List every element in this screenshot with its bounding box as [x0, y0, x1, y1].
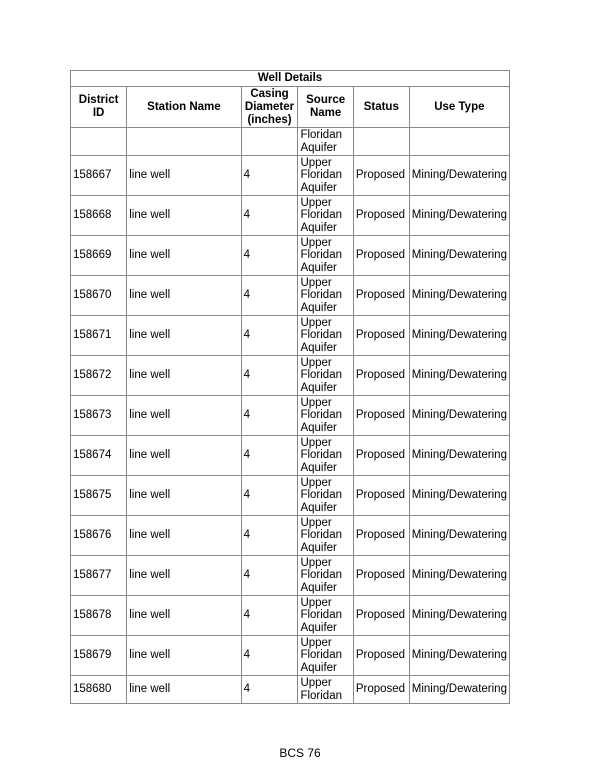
cell-station-name: line well [127, 396, 241, 436]
cell-status: Proposed [353, 356, 409, 396]
cell-status: Proposed [353, 676, 409, 704]
cell-use-type: Mining/Dewatering [409, 396, 509, 436]
cell-casing: 4 [241, 676, 298, 704]
page-footer: BCS 76 [279, 746, 321, 760]
cell-use-type: Mining/Dewatering [409, 316, 509, 356]
table-row [71, 396, 510, 436]
cell-station-name: line well [127, 636, 241, 676]
cell-use-type: Mining/Dewatering [409, 636, 509, 676]
table-row [71, 156, 510, 196]
table-row [71, 596, 510, 636]
cell-source: Upper Floridan Aquifer [298, 636, 353, 676]
cell-district-id: 158668 [71, 196, 127, 236]
cell-station-name: line well [127, 276, 241, 316]
cell-casing: 4 [241, 436, 298, 476]
cell-status: Proposed [353, 556, 409, 596]
cell-station-name: line well [127, 156, 241, 196]
cell-district-id: 158678 [71, 596, 127, 636]
cell-source: Upper Floridan Aquifer [298, 316, 353, 356]
cell-status: Proposed [353, 276, 409, 316]
cell-district-id: 158670 [71, 276, 127, 316]
cell-use-type: Mining/Dewatering [409, 156, 509, 196]
header-status: Status [353, 87, 409, 128]
table-row [71, 236, 510, 276]
cell-casing: 4 [241, 316, 298, 356]
header-source-name: Source Name [298, 87, 353, 128]
cell-district-id: 158672 [71, 356, 127, 396]
cell-casing: 4 [241, 196, 298, 236]
cell-source: Upper Floridan Aquifer [298, 516, 353, 556]
cell-source: Upper Floridan Aquifer [298, 556, 353, 596]
cell-source: Upper Floridan Aquifer [298, 276, 353, 316]
header-station-name: Station Name [127, 87, 241, 128]
cell-status: Proposed [353, 396, 409, 436]
cell-source: Upper Floridan Aquifer [298, 476, 353, 516]
cell-district-id: 158677 [71, 556, 127, 596]
cell-casing: 4 [241, 476, 298, 516]
cell-station-name: line well [127, 316, 241, 356]
cell-casing: 4 [241, 276, 298, 316]
table-row [71, 316, 510, 356]
cell-use-type: Mining/Dewatering [409, 476, 509, 516]
cell-district-id: 158680 [71, 676, 127, 704]
cell-source: Upper Floridan Aquifer [298, 156, 353, 196]
cell-use-type: Mining/Dewatering [409, 436, 509, 476]
table-row [71, 436, 510, 476]
cell-station-name: line well [127, 356, 241, 396]
cell-casing: 4 [241, 236, 298, 276]
cell-status: Proposed [353, 516, 409, 556]
cell-status [353, 128, 409, 156]
cell-use-type: Mining/Dewatering [409, 356, 509, 396]
cell-source: Floridan Aquifer [298, 128, 353, 156]
cell-use-type: Mining/Dewatering [409, 516, 509, 556]
cell-station-name: line well [127, 196, 241, 236]
cell-district-id: 158676 [71, 516, 127, 556]
table-row [71, 556, 510, 596]
table-row [71, 476, 510, 516]
cell-use-type: Mining/Dewatering [409, 236, 509, 276]
cell-district-id: 158667 [71, 156, 127, 196]
table-row [71, 516, 510, 556]
cell-status: Proposed [353, 156, 409, 196]
cell-source: Upper Floridan Aquifer [298, 596, 353, 636]
cell-status: Proposed [353, 196, 409, 236]
cell-station-name: line well [127, 236, 241, 276]
cell-source: Upper Floridan Aquifer [298, 436, 353, 476]
cell-district-id [71, 128, 127, 156]
cell-status: Proposed [353, 236, 409, 276]
cell-casing: 4 [241, 516, 298, 556]
cell-use-type: Mining/Dewatering [409, 276, 509, 316]
cell-status: Proposed [353, 316, 409, 356]
cell-use-type: Mining/Dewatering [409, 556, 509, 596]
cell-status: Proposed [353, 436, 409, 476]
cell-status: Proposed [353, 636, 409, 676]
cell-source: Upper Floridan [298, 676, 353, 704]
cell-casing: 4 [241, 156, 298, 196]
cell-use-type: Mining/Dewatering [409, 596, 509, 636]
well-details-table [70, 70, 510, 704]
cell-district-id: 158674 [71, 436, 127, 476]
header-casing-diameter: Casing Diameter (inches) [241, 87, 298, 128]
cell-casing: 4 [241, 396, 298, 436]
cell-station-name: line well [127, 476, 241, 516]
cell-casing [241, 128, 298, 156]
cell-district-id: 158669 [71, 236, 127, 276]
cell-casing: 4 [241, 596, 298, 636]
cell-station-name: line well [127, 436, 241, 476]
cell-district-id: 158679 [71, 636, 127, 676]
cell-casing: 4 [241, 556, 298, 596]
table-row [71, 356, 510, 396]
cell-station-name [127, 128, 241, 156]
cell-district-id: 158675 [71, 476, 127, 516]
cell-district-id: 158671 [71, 316, 127, 356]
cell-use-type [409, 128, 509, 156]
header-row [71, 87, 510, 128]
cell-station-name: line well [127, 516, 241, 556]
cell-station-name: line well [127, 596, 241, 636]
table-row [71, 676, 510, 704]
cell-use-type: Mining/Dewatering [409, 676, 509, 704]
cell-source: Upper Floridan Aquifer [298, 396, 353, 436]
cell-use-type: Mining/Dewatering [409, 196, 509, 236]
header-use-type: Use Type [409, 87, 509, 128]
cell-casing: 4 [241, 636, 298, 676]
cell-district-id: 158673 [71, 396, 127, 436]
table-title: Well Details [71, 71, 510, 87]
continuation-row [71, 128, 510, 156]
table-row [71, 636, 510, 676]
cell-status: Proposed [353, 596, 409, 636]
cell-station-name: line well [127, 676, 241, 704]
cell-source: Upper Floridan Aquifer [298, 196, 353, 236]
table-row [71, 196, 510, 236]
cell-casing: 4 [241, 356, 298, 396]
cell-status: Proposed [353, 476, 409, 516]
cell-source: Upper Floridan Aquifer [298, 356, 353, 396]
header-district-id: District ID [71, 87, 127, 128]
table-row [71, 276, 510, 316]
cell-station-name: line well [127, 556, 241, 596]
cell-source: Upper Floridan Aquifer [298, 236, 353, 276]
